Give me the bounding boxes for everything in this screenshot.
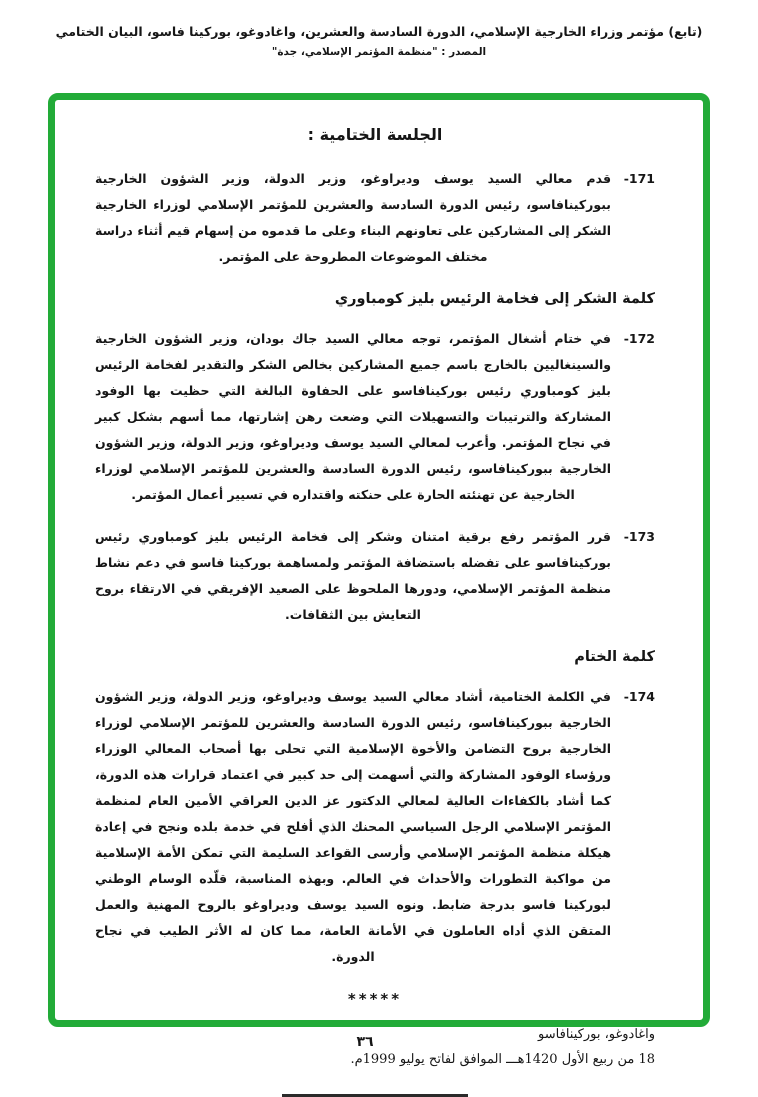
page-number: ٣٦ <box>356 1034 374 1050</box>
paragraph-174-marker: -174 <box>623 689 655 704</box>
document-header <box>40 22 718 58</box>
paragraph-172-text: في ختام أشغال المؤتمر، توجه معالي السيد جاك بودان، وزير الشؤون الخارجية والسينغاليين بالخارج باسم جميع المشاركين بخالص الشكر والتقدير لفخامة الرئيس بليز كومباوري رئيس بوركينافاسو على الحفاوة البالغة التي حظيت بها الوفود المشاركة والترتيبات والتسهيلات التي وضعت رهن إشارتها، مما أسهم بشكل كبير في نجاح المؤتمر. وأعرب لمعالي السيد يوسف وديراوغو، وزير الدولة، وزير الشؤون الخارجية ببوركينافاسو، رئيس الدورة السادسة والعشرين للمؤتمر الإسلامي لوزراء الخارجية عن تهنئته الحارة على حنكته واقتداره في تسيير أعمال المؤتمر. <box>95 331 611 502</box>
heading-closing-word: كلمة الختام <box>574 649 655 665</box>
paragraph-174-text: في الكلمة الختامية، أشاد معالي السيد يوسف وديراوغو، وزير الدولة، وزير الشؤون الخارجية ببوركينافاسو، رئيس الدورة السادسة والعشرين للمؤتمر الإسلامي لوزراء الخارجية بروح التضامن والأخوة الإسلامية التي تحلى بها أصحاب المعالي الوزراء ورؤساء الوفود المشاركة والتي أسهمت إلى حد كبير في اعتماد قرارات هذه الدورة، كما أشاد بالكفاءات العالية لمعالي الدكتور عز الدين العراقي الأمين العام لمنظمة المؤتمر الإسلامي الرجل السياسي المحنك الذي أفلح في خدمة بلده ونجح في إعادة هيكلة منظمة المؤتمر الإسلامي وأرسى القواعد السليمة التي تمكن الأمة الإسلامية من مواكبة التطورات والأحداث في العالم. وبهذه المناسبة، قلّده الوسام الوطني لبوركينا فاسو بدرجة ضابط. ونوه السيد يوسف وديراوغو بالروح المهنية والعمل المتقن الذي أداه العاملون في الأمانة العامة، مما كان له الأثر الطيب في نجاح الدورة. <box>95 689 611 964</box>
stars-separator: ***** <box>347 990 403 1008</box>
paragraph-171 <box>95 166 655 270</box>
paragraph-173-text: قرر المؤتمر رفع برقية امتنان وشكر إلى فخامة الرئيس بليز كومباوري رئيس بوركينافاسو على تفضله باستضافة المؤتمر ولمساهمة بوركينا فاسو في دعم نشاط منظمة المؤتمر الإسلامي، ودورها الملحوظ على الصعيد الإفريقي في الارتقاء بروح التعايش بين الثقافات. <box>95 529 611 622</box>
paragraph-171-text: قدم معالي السيد يوسف وديراوغو، وزير الدولة، وزير الشؤون الخارجية ببوركينافاسو، رئيس الدورة السادسة والعشرين للمؤتمر الإسلامي لوزراء الخارجية الشكر إلى المشاركين على تعاونهم البناء وعلى ما قدموه من إسهام قيم أثناء دراسة مختلف الموضوعات المطروحة على المؤتمر. <box>95 171 611 264</box>
session-title: الجلسة الختامية : <box>307 125 443 144</box>
header-source-line: المصدر : "منظمة المؤتمر الإسلامي، جدة" <box>271 46 487 58</box>
header-title-line: (تابع) مؤتمر وزراء الخارجية الإسلامي، الدورة السادسة والعشرين، واغادوغو، بوركينا فاسو، البيان الختامي <box>55 24 703 39</box>
paragraph-172-marker: -172 <box>623 331 655 346</box>
paragraph-171-marker: -171 <box>623 171 655 186</box>
signoff-place-line: واغادوغو، بوركينافاسو <box>538 1027 655 1042</box>
paragraph-173 <box>95 524 655 628</box>
document-content <box>55 100 703 1097</box>
heading-thanks-to-president: كلمة الشكر إلى فخامة الرئيس بليز كومباوري <box>334 291 655 307</box>
paragraph-174 <box>95 684 655 970</box>
signoff-date-line: 18 من ربيع الأول 1420هـــ الموافق لفاتح يوليو 1999م. <box>350 1052 655 1067</box>
paragraph-173-marker: -173 <box>623 529 655 544</box>
paragraph-172 <box>95 326 655 508</box>
